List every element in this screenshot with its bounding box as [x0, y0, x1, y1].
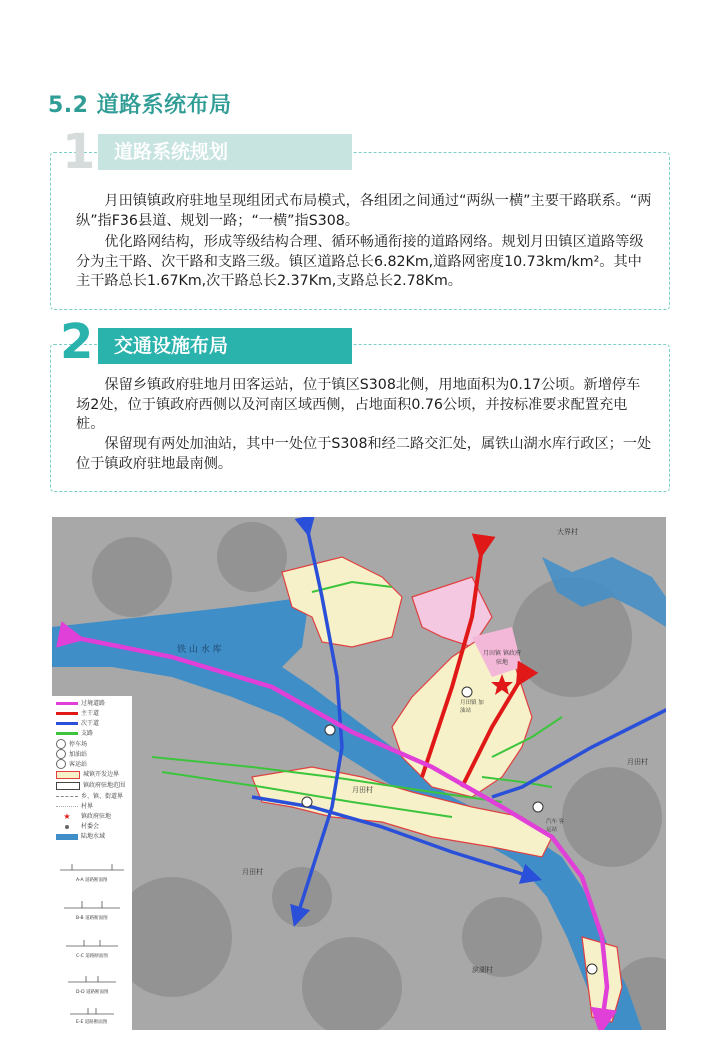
legend-swatch: [56, 834, 78, 840]
legend-item: 客运站: [56, 759, 87, 768]
legend-item: 主干道: [56, 709, 99, 718]
parking-icon: [56, 739, 66, 749]
map-label-dajie: 大界村: [557, 528, 578, 536]
gas-station-icon: [325, 725, 335, 735]
section-title: 5.2 道路系统布局: [48, 93, 232, 118]
map-canvas: [52, 517, 666, 1030]
legend-swatch: [56, 796, 78, 798]
legend-swatch: [56, 702, 78, 705]
section-label: B-B 道路断面图: [76, 916, 108, 921]
road-system-map: [52, 517, 666, 1030]
village-committee-icon: [65, 825, 69, 829]
legend-item: 停车场: [56, 739, 87, 748]
traffic-facilities-paragraph-2: 保留现有两处加油站，其中一处位于S308和经二路交汇处，属铁山湖水库行政区；一处位于镇政府驻地最南侧。: [76, 436, 652, 472]
legend-item: 次干道: [56, 719, 99, 728]
section-label: A-A 道路断面图: [76, 878, 108, 883]
bus-station-icon: [533, 802, 543, 812]
legend-item: 镇政府驻地范围: [56, 781, 125, 790]
legend-swatch: [56, 782, 80, 790]
legend-item: 过境道路: [56, 699, 105, 708]
map-label-yuetian-south: 月田村: [352, 786, 373, 794]
parking-icon: [462, 687, 472, 697]
parking-icon: [302, 797, 312, 807]
legend-swatch: [56, 806, 78, 808]
legend-swatch: [56, 771, 80, 779]
map-legend: [52, 696, 132, 1030]
gas-station-icon: [56, 749, 66, 759]
block-number-2: 2: [60, 314, 94, 370]
legend-item: 陆地水域: [56, 832, 105, 841]
map-label-binhu: 滨湖村: [472, 966, 493, 974]
bus-station-icon: [56, 759, 66, 769]
map-label-gas: 月田镇 加油站: [460, 700, 484, 714]
legend-swatch: [56, 722, 78, 725]
star-icon: ★: [63, 812, 71, 821]
road-planning-paragraph-1: 月田镇镇政府驻地呈现组团式布局模式，各组团之间通过“两纵一横”主要干路联系。“两纵”指F36县道、规划一路；“一横”指S308。: [76, 193, 652, 229]
legend-item: 乡、镇、街道界: [56, 792, 123, 801]
map-label-yuetian-west: 月田村: [242, 868, 263, 876]
legend-swatch: [56, 732, 78, 735]
map-label-reservoir: 铁 山 水 库: [177, 645, 222, 655]
road-sections: [52, 846, 132, 1026]
map-label-bus: 汽车 客运站: [546, 819, 565, 833]
gas-station-icon: [587, 964, 597, 974]
legend-item: 加油站: [56, 749, 87, 758]
legend-item: 城镇开发边界: [56, 770, 119, 779]
legend-item: 支路: [56, 729, 93, 738]
map-label-gov: 月田镇 镇政府驻地: [483, 650, 521, 666]
heading-road-planning: [98, 134, 352, 170]
heading-traffic-facilities: 交通设施布局: [98, 328, 352, 364]
legend-item: 村委会: [56, 822, 99, 831]
block-number-1: 1: [62, 124, 96, 180]
legend-item: 村界: [56, 802, 93, 811]
section-label: E-E 道路断面图: [76, 1020, 108, 1025]
road-planning-paragraph-2: 优化路网结构，形成等级结构合理、循环畅通衔接的道路网络。规划月田镇区道路等级分为主干路、次干路和支路三级。镇区道路总长6.82Km,道路网密度10.73km/km²。其中主干路总长1.67Km,次干路总长2.37Km,支路总长2.78Km。: [76, 234, 644, 290]
section-label: D-D 道路断面图: [76, 990, 109, 995]
traffic-facilities-paragraph-1: 保留乡镇政府驻地月田客运站，位于镇区S308北侧，用地面积为0.17公顷。新增停车场2处，位于镇政府西侧以及河南区域西侧，占地面积0.76公顷，并按标准要求配置充电桩。: [76, 377, 641, 433]
legend-item: ★ 镇政府驻地: [56, 812, 111, 821]
legend-swatch: [56, 712, 78, 715]
heading-road-planning-text: 道路系统规划: [114, 141, 229, 163]
map-label-yuetian-east: 月田村: [627, 758, 648, 766]
section-label: C-C 道路断面图: [76, 954, 108, 959]
